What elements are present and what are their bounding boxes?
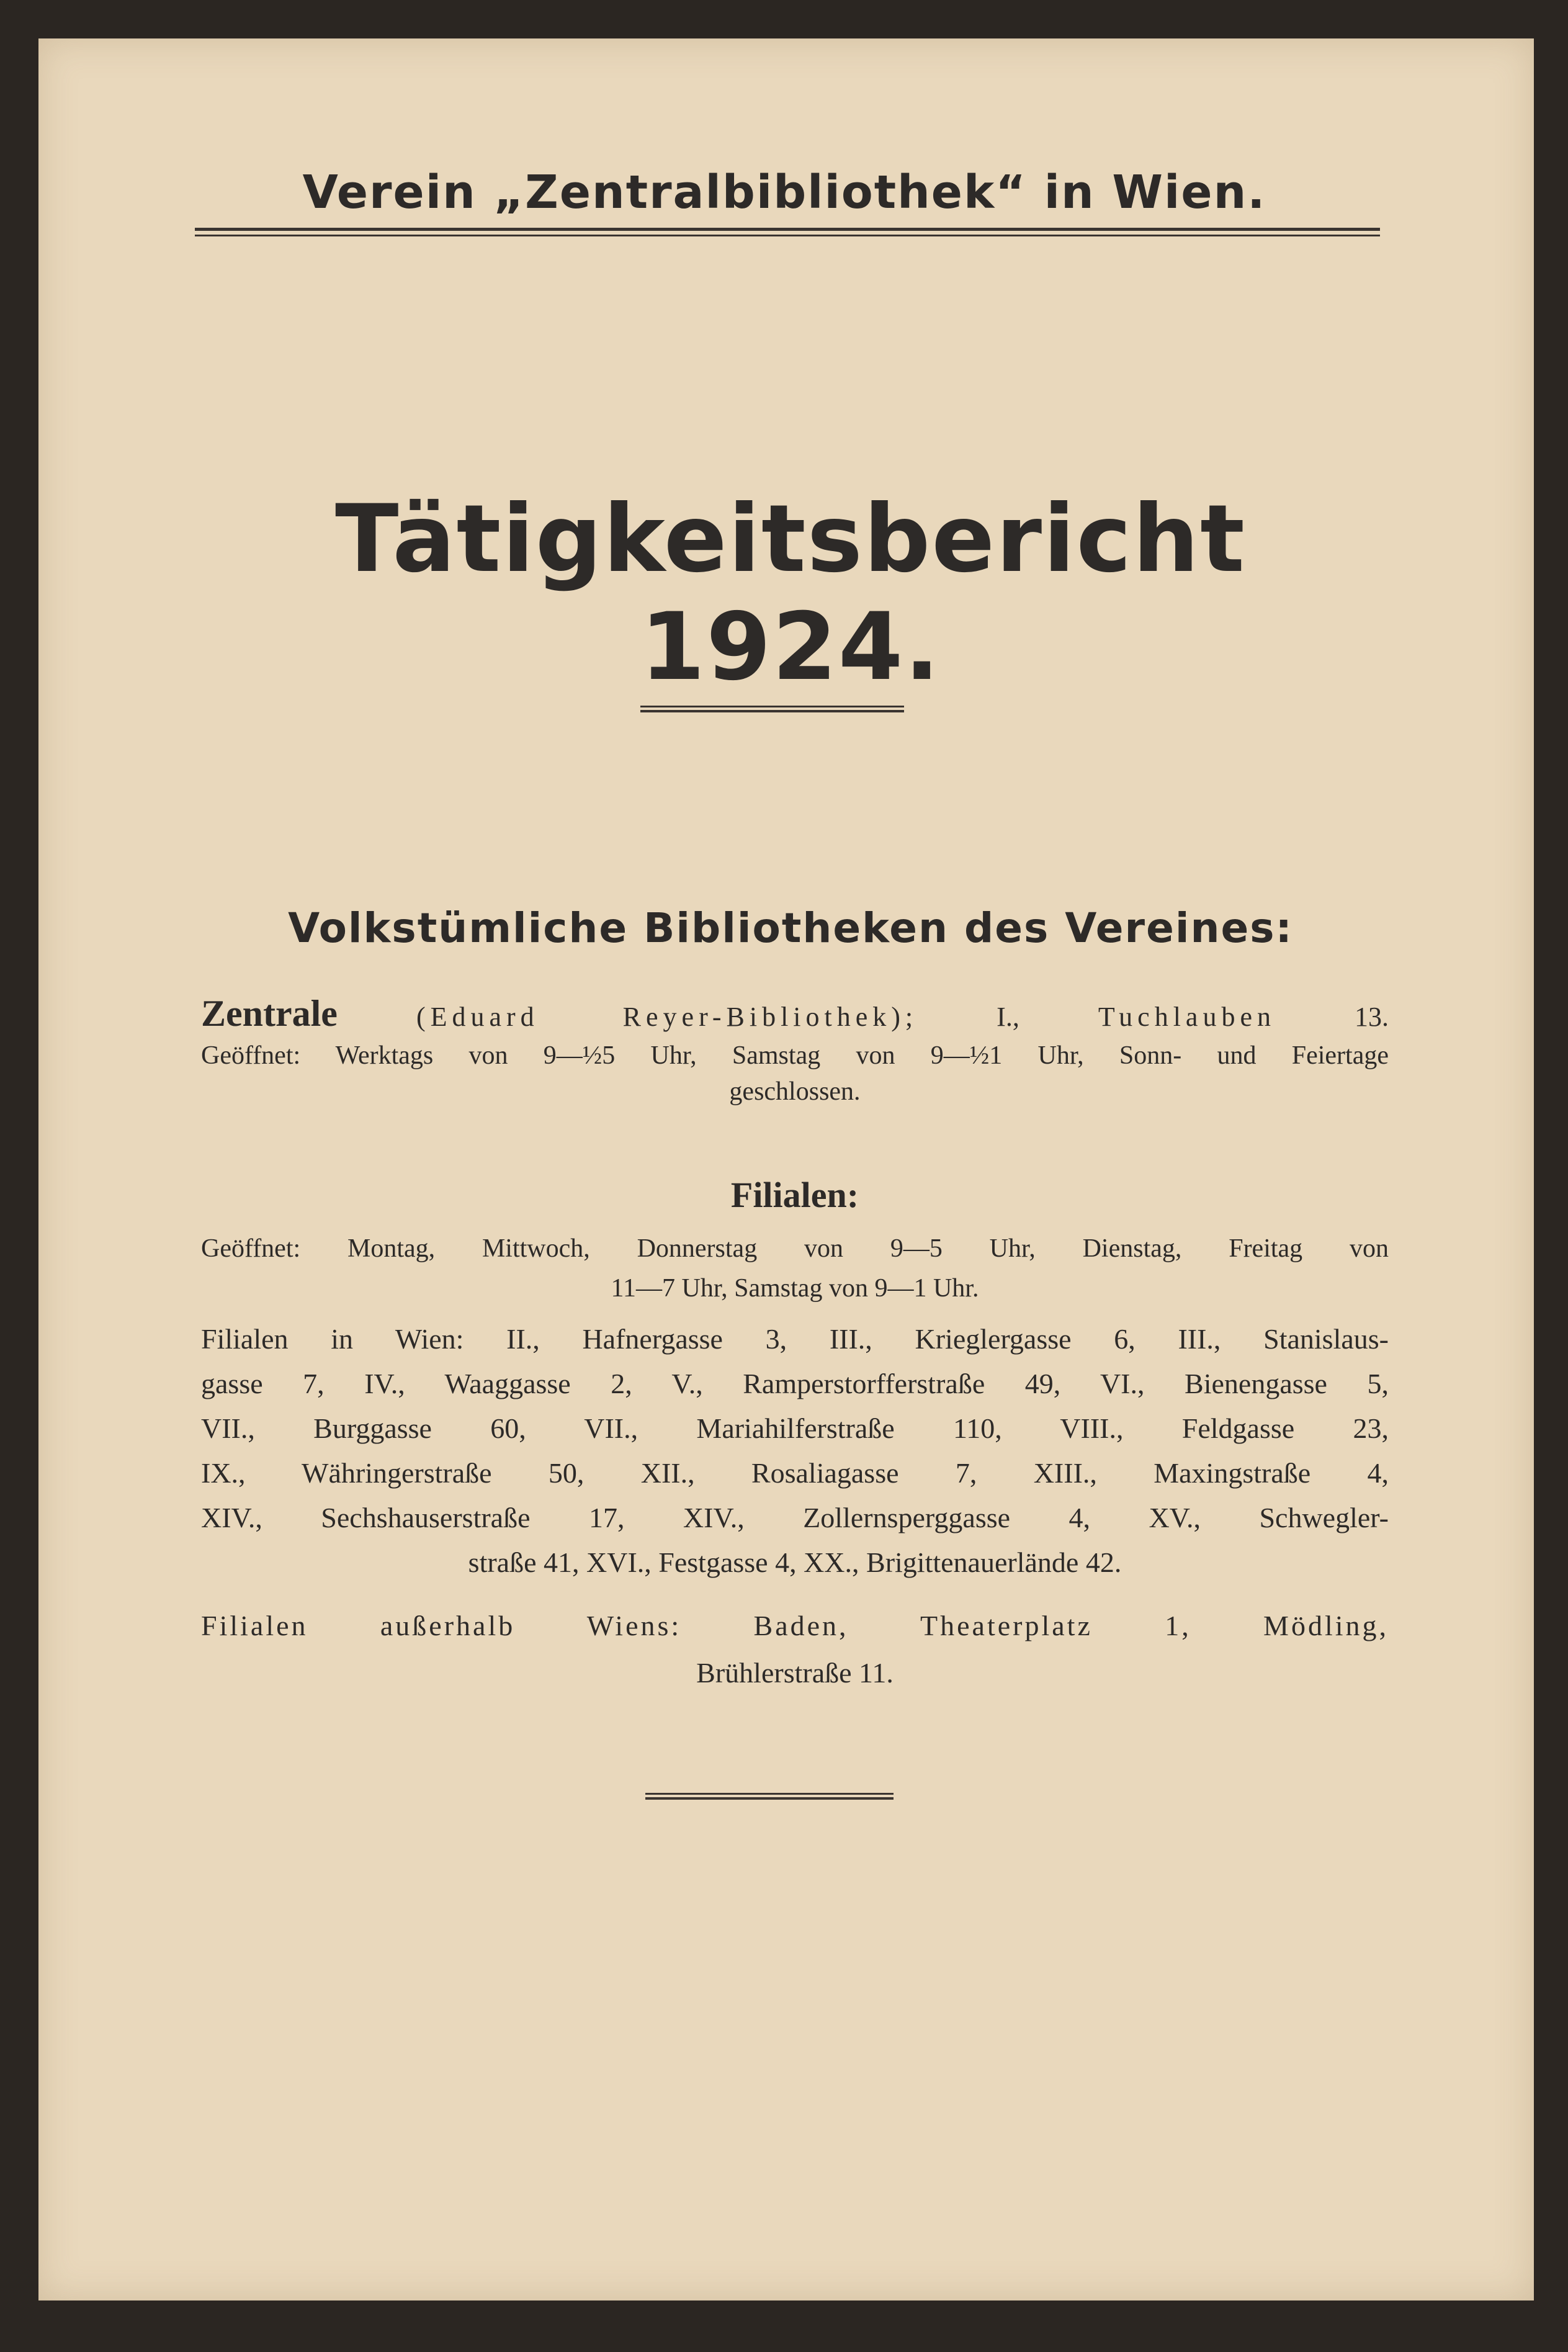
- filialen-ausserhalb-line: Filialen außerhalb Wiens: Baden, Theaterplatz 1, Mödling,: [201, 1610, 1389, 1641]
- zentrale-hours-line2: geschlossen.: [729, 1077, 861, 1106]
- filialen-wien-line: Filialen in Wien: II., Hafnergasse 3, III., Krieglergasse 6, III., Stanislaus-: [201, 1323, 1389, 1355]
- filialen-ausserhalb-line: Brühlerstraße 11.: [696, 1657, 894, 1689]
- filialen-hours-line2: 11—7 Uhr, Samstag von 9—1 Uhr.: [611, 1274, 979, 1303]
- header-rule: [195, 228, 1380, 236]
- subtitle: Volkstümliche Bibliotheken des Vereines:: [288, 904, 1293, 952]
- main-title: Tätigkeitsbericht 1924.: [335, 485, 1246, 701]
- ornament-rule-top: [640, 706, 904, 712]
- document-page: [38, 38, 1534, 2300]
- filialen-ausserhalb: [201, 1602, 1389, 1697]
- filialen-wien: [201, 1317, 1389, 1585]
- filialen-wien-line: gasse 7, IV., Waaggasse 2, V., Ramperstorfferstraße 49, VI., Bienengasse 5,: [201, 1368, 1389, 1399]
- zentrale-block: [201, 991, 1389, 1039]
- filialen-hours-line1: Geöffnet: Montag, Mittwoch, Donnerstag von 9—5 Uhr, Dienstag, Freitag von: [201, 1234, 1389, 1263]
- header-title: Verein „Zentralbibliothek“ in Wien.: [302, 166, 1266, 219]
- zentrale-address-number: 13.: [1355, 1002, 1389, 1032]
- zentrale-name: (Eduard Reyer-Bibliothek);: [416, 1002, 918, 1032]
- zentrale-label: Zentrale: [201, 993, 338, 1034]
- filialen-wien-line: IX., Währingerstraße 50, XII., Rosaliagasse 7, XIII., Maxingstraße 4,: [201, 1457, 1389, 1489]
- filialen-wien-line: straße 41, XVI., Festgasse 4, XX., Brigittenauerlände 42.: [468, 1546, 1122, 1578]
- zentrale-address-prefix: I.,: [997, 1002, 1019, 1032]
- zentrale-hours: [201, 1038, 1389, 1110]
- ornament-rule-bottom: [645, 1793, 894, 1800]
- filialen-wien-line: XIV., Sechshauserstraße 17, XIV., Zollernsperggasse 4, XV., Schwegler-: [201, 1502, 1389, 1533]
- filialen-hours: [201, 1229, 1389, 1308]
- filialen-wien-line: VII., Burggasse 60, VII., Mariahilferstraße 110, VIII., Feldgasse 23,: [201, 1412, 1389, 1444]
- zentrale-address-street: Tuchlauben: [1098, 1002, 1276, 1032]
- zentrale-line: [201, 991, 1389, 1039]
- filialen-heading: Filialen:: [730, 1175, 859, 1215]
- zentrale-hours-line1: Geöffnet: Werktags von 9—½5 Uhr, Samstag von 9—½1 Uhr, Sonn- und Feiertage: [201, 1041, 1389, 1070]
